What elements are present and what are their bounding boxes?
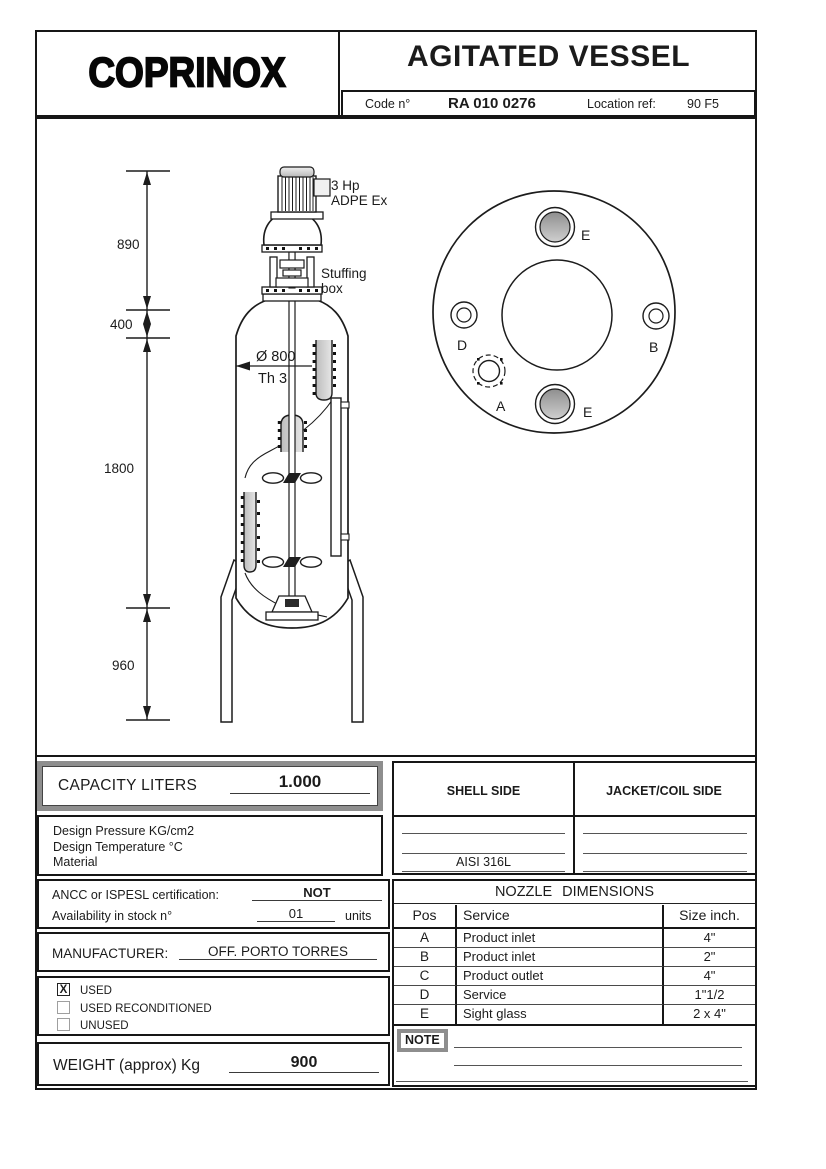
weight-label: WEIGHT (approx) Kg (53, 1057, 201, 1074)
thickness-label: Th 3 (258, 371, 288, 387)
nozzle-service: Product inlet (457, 929, 664, 948)
stock-label: Availability in stock n° (52, 909, 173, 923)
capacity-label: CAPACITY LITERS (58, 777, 198, 794)
nozzle-pos: C (394, 967, 457, 986)
nozzle-pos: E (394, 1005, 457, 1024)
nozzle-size: 2" (664, 948, 755, 967)
plan-label-a: A (496, 398, 506, 414)
nozzle-row-c (394, 967, 755, 986)
nozzle-service: Product inlet (457, 948, 664, 967)
company-logo (37, 44, 337, 102)
plan-label-e-bottom: E (583, 404, 593, 420)
checkbox-used (57, 983, 70, 996)
dim-890: 890 (117, 237, 140, 252)
nozzle-row-a (394, 929, 755, 948)
company-logo-text: COPRINOX (88, 49, 286, 96)
nozzle-size: 4" (664, 929, 755, 948)
capacity-box (37, 761, 383, 811)
note-line-3 (396, 1081, 748, 1082)
dim-400: 400 (110, 317, 133, 332)
jacket-side-header: JACKET/COIL SIDE (606, 784, 722, 798)
nozzle-row-b (394, 948, 755, 967)
shell-side-header: SHELL SIDE (446, 784, 521, 798)
shell-jacket-table (392, 761, 757, 875)
nozzle-row-e (394, 1005, 755, 1024)
code-label: Code n° (365, 97, 411, 111)
page-title: AGITATED VESSEL (406, 40, 691, 73)
stuffing-box-label-1: Stuffing (321, 266, 367, 281)
plan-view (433, 191, 675, 433)
used-reconditioned-label: USED RECONDITIONED (80, 1002, 212, 1015)
technical-drawing (35, 117, 757, 757)
nozzle-pos: B (394, 948, 457, 967)
nozzle-note-box (392, 879, 757, 1087)
jacket-row-line (583, 871, 747, 872)
nozzle-service: Product outlet (457, 967, 664, 986)
note-label-box (397, 1029, 448, 1052)
used-label: USED (80, 985, 112, 997)
nozzle-pos: D (394, 986, 457, 1005)
code-row-box (341, 90, 756, 117)
nozzle-service: Service (457, 986, 664, 1005)
design-temperature-label: Design Temperature °C (53, 839, 183, 854)
note-line-2 (454, 1065, 742, 1066)
design-pressure-label: Design Pressure KG/cm2 (53, 824, 195, 838)
note-line-1 (454, 1047, 742, 1048)
stock-value: 01 (257, 906, 335, 922)
condition-box (37, 976, 390, 1036)
plan-label-b: B (649, 339, 659, 355)
unused-label: UNUSED (80, 1020, 129, 1032)
manufacturer-value: OFF. PORTO TORRES (179, 944, 377, 960)
dim-1800: 1800 (104, 461, 135, 476)
nozzle-service: Sight glass (457, 1005, 664, 1024)
manufacturer-box (37, 932, 390, 972)
location-ref-value: 90 F5 (687, 97, 719, 111)
shell-row-line (402, 833, 565, 834)
nozzle-header-pos: Pos (394, 905, 457, 927)
location-ref-label: Location ref: (587, 97, 656, 111)
nozzle-header-service: Service (457, 905, 664, 927)
stock-units-label: units (345, 909, 372, 923)
certification-label: ANCC or ISPESL certification: (52, 888, 219, 902)
code-value: RA 010 0276 (448, 95, 536, 112)
certification-value: NOT (252, 885, 382, 901)
dimension-lines (126, 171, 170, 720)
motor-power-label: 3 Hp (331, 178, 360, 193)
material-label: Material (53, 855, 98, 869)
weight-box (37, 1042, 390, 1086)
shell-row-line (402, 871, 565, 872)
note-label: NOTE (405, 1033, 440, 1047)
diameter-label: Ø 800 (256, 349, 296, 365)
checkbox-used-reconditioned (57, 1001, 70, 1014)
checkbox-unused (57, 1018, 70, 1031)
nozzle-size: 4" (664, 967, 755, 986)
nozzle-size: 2 x 4" (693, 1005, 726, 1021)
jacket-row-line (583, 853, 747, 854)
weight-value: 900 (229, 1054, 379, 1073)
dim-960: 960 (112, 658, 135, 673)
design-conditions-box (37, 815, 383, 876)
nozzle-header-size: Size inch. (679, 906, 740, 923)
nozzle-pos: A (394, 929, 457, 948)
certification-box (37, 879, 390, 929)
nozzle-table-rows (394, 929, 755, 1026)
motor-type-label: ADPE Ex (331, 193, 388, 208)
nozzle-row-d (394, 986, 755, 1005)
shell-row-line (402, 853, 565, 854)
shell-material-value: AISI 316L (456, 855, 511, 869)
plan-label-e-top: E (581, 227, 591, 243)
checkbox-used-mark: X (59, 984, 68, 996)
manufacturer-label: MANUFACTURER: (52, 946, 169, 961)
plan-label-d: D (457, 337, 468, 353)
capacity-value: 1.000 (230, 772, 370, 794)
nozzle-size: 1"1/2 (664, 986, 755, 1005)
jacket-row-line (583, 833, 747, 834)
nozzle-table-title: NOZZLE DIMENSIONS (394, 881, 755, 904)
stuffing-box-label-2: box (321, 281, 343, 296)
drive-assembly (262, 167, 330, 301)
nozzle-table-header-row (394, 905, 755, 929)
